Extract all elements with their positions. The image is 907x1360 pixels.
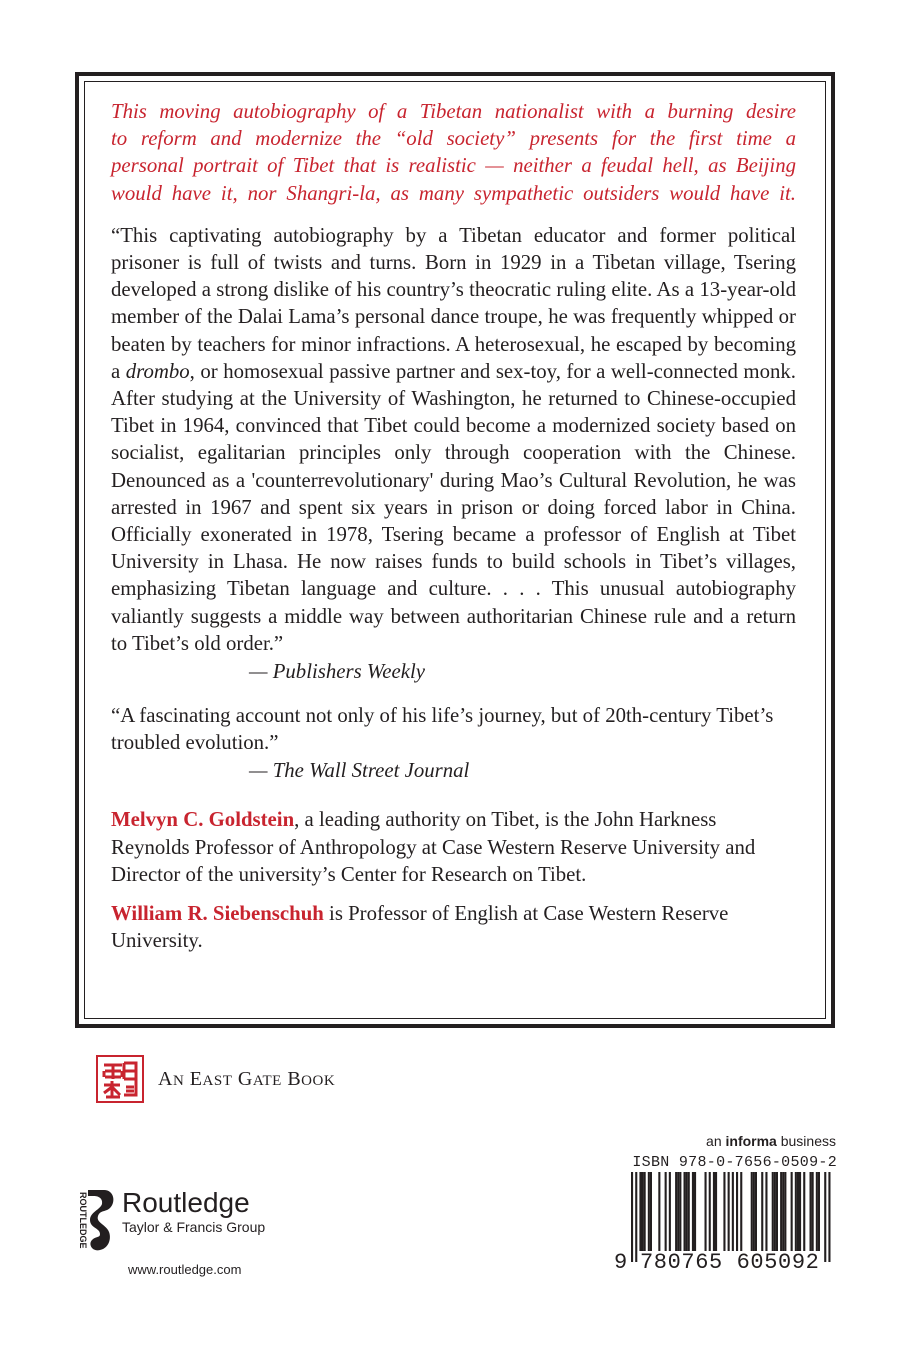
blurb [111,98,796,207]
routledge-vertical-label: ROUTLEDGE [78,1192,88,1249]
barcode-first-digit: 9 [614,1250,628,1275]
barcode-bar [631,1172,633,1262]
review-wsj: “A fascinating account not only of his life’s journey, but of 20th-century Tibet’s troubled evolution.” [111,704,774,755]
review-italic-word: drombo [125,359,190,383]
blurb-line: personal portrait of Tibet that is realistic — neither a feudal hell, as Beijing [111,154,796,178]
barcode-bar [772,1172,774,1252]
barcode-bar [669,1172,671,1252]
author-bio [111,806,796,888]
barcode-bar [675,1172,677,1252]
barcode-bar [761,1172,763,1252]
review-text-after: , or homosexual passive partner and sex-toy, for a well-connected monk. After studying at the University of Washington, he returned to Chinese-occupied Tibet in 1964, convinced that Tibet could become a modernized society based on socialist, egalitarian principles only through cooperation with the Chinese. Denounced as a 'counterrevolutionary' during Mao’s Cultural Revolution, he was arrested in 1967 and spent six years in prison or doing forced labor in China. Officially exonerated in 1978, Tsering became a professor of English at Tibet University in Lhasa. He now raises funds to build schools in Tibet’s villages, emphasizing Tibetan language and culture. . . . This unusual autobiography valiantly suggests a middle way between authoritarian Chinese rule and a return to Tibet’s old order.” [111,359,796,655]
blurb-line: would have it, nor Shangri-la, as many sympathetic outsiders would have it. [111,181,796,205]
barcode-bar [791,1172,793,1252]
barcode-bar [650,1172,652,1252]
barcode-bar [774,1172,776,1252]
barcode-bar [740,1172,742,1252]
barcode-bar [705,1172,707,1252]
barcode-bar [818,1172,820,1252]
barcode-digit-groups: 780765 605092 [640,1250,820,1275]
barcode-bar [715,1172,717,1252]
review-publishers-weekly [111,222,796,657]
east-gate-logo-icon [96,1055,144,1103]
barcode-bar [677,1172,679,1252]
barcode-bar [782,1172,784,1252]
east-gate-imprint [96,1055,335,1103]
barcode-bar [713,1172,715,1252]
blurb-line: This moving autobiography of a Tibetan nationalist with a burning desire [111,100,796,123]
barcode-bar [824,1172,826,1262]
barcode-bar [799,1172,801,1252]
barcode-bar [812,1172,814,1252]
barcode-bar [810,1172,812,1252]
barcode-bar [755,1172,757,1252]
blurb-line: to reform and modernize the “old society” presents for the first time a [111,127,796,151]
barcode-bar [797,1172,799,1252]
barcode-bar [723,1172,725,1252]
review-attribution: — Publishers Weekly [249,660,425,684]
barcode-bar [795,1172,797,1252]
barcode-bar [728,1172,730,1262]
barcode-bar [665,1172,667,1252]
author-bio-text: is Professor of English at Case Western Reserve University. [111,902,729,953]
barcode-bar [642,1172,644,1252]
barcode-bar [635,1172,637,1262]
publisher-url: www.routledge.com [128,1262,242,1277]
barcode-bar [828,1172,830,1262]
barcode-bar [658,1172,660,1252]
barcode-bar [765,1172,767,1252]
barcode-bar [644,1172,646,1252]
barcode-bar [648,1172,650,1252]
publisher-name: Routledge [122,1187,250,1218]
barcode-bar [753,1172,755,1252]
author-name: Melvyn C. Goldstein [111,808,295,832]
back-cover-content [111,98,796,954]
barcode-bar [784,1172,786,1252]
barcode-bar [692,1172,694,1252]
barcode-bar [776,1172,778,1252]
routledge-logo [70,1188,265,1258]
informa-tagline: an informa business [706,1133,836,1149]
review-text-before: “This captivating autobiography by a Tibetan educator and former political prisoner is full of twists and turns. Born in 1929 in a Tibetan village, Tsering developed a strong dislike of his country’s theocratic ruling elite. As a 13-year-old member of the Dalai Lama’s personal dance troupe, he was frequently whipped or beaten by teachers for minor infractions. A heterosexual, he escaped by becoming a [111,223,796,383]
barcode-bar [803,1172,805,1252]
barcode-bar [816,1172,818,1252]
isbn-label: ISBN 978-0-7656-0509-2 [632,1154,837,1171]
barcode-bar [694,1172,696,1252]
barcode-bar [751,1172,753,1252]
barcode-bar [736,1172,738,1252]
author-bio [111,900,796,954]
barcode-bar [686,1172,688,1252]
author-name: William R. Siebenschuh [111,902,324,926]
barcode-bar [709,1172,711,1252]
publisher-group: Taylor & Francis Group [122,1219,266,1235]
routledge-mark-icon [70,1188,118,1258]
barcode-bar [679,1172,681,1252]
review-attribution: — The Wall Street Journal [249,759,470,783]
imprint-name: AN EAST GATE BOOK [158,1067,336,1090]
barcode-bar [732,1172,734,1262]
barcode-bar [684,1172,686,1252]
barcode-bar [639,1172,641,1252]
barcode-bar [780,1172,782,1252]
author-bio-text: , a leading authority on Tibet, is the John Harkness Reynolds Professor of Anthropology at Case Western Reserve University and Director of the university’s Center for Research on Tibet. [111,808,756,886]
barcode-bar [688,1172,690,1252]
